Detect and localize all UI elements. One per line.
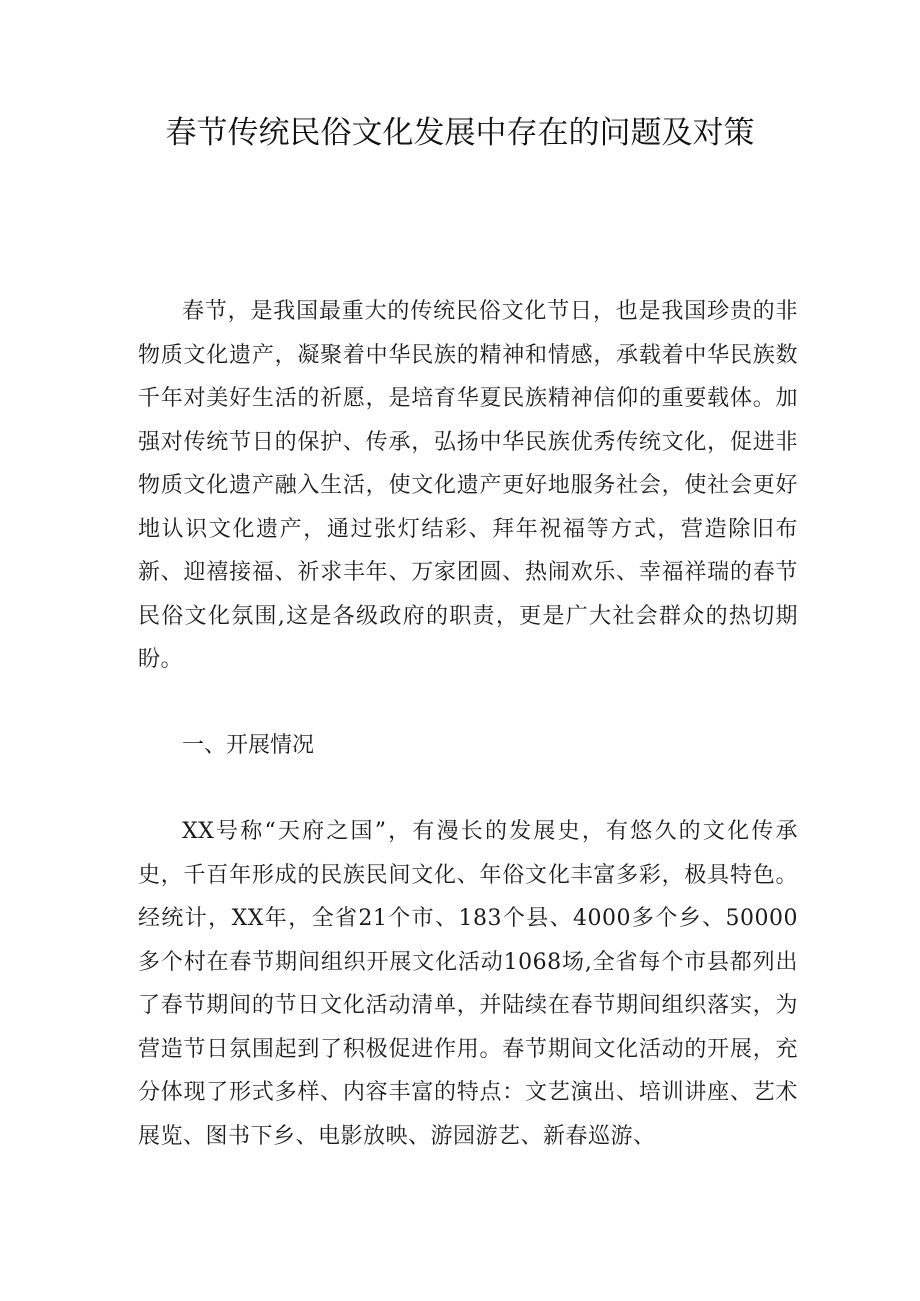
section-heading-overview: 一、开展情况	[182, 733, 315, 758]
intro-paragraph: 春节，是我国最重大的传统民俗文化节日，也是我国珍贵的非物质文化遗产，凝聚着中华民族的精神和情感，承载着中华民族数千年对美好生活的祈愿，是培育华夏民族精神信仰的重要载体。加强对传统节日的保护、传承，弘扬中华民族优秀传统文化，促进非物质文化遗产融入生活，使文化遗产更好地服务社会，使社会更好地认识文化遗产，通过张灯结彩、拜年祝福等方式，营造除旧布新、迎禧接福、祈求丰年、万家团圆、热闹欢乐、幸福祥瑞的春节民俗文化氛围,这是各级政府的职责，更是广大社会群众的热切期盼。	[138, 299, 798, 672]
overview-paragraph: XX号称“天府之国”，有漫长的发展史，有悠久的文化传承史，千百年形成的民族民间文化、年俗文化丰富多彩，极具特色。经统计，XX年，全省21个市、183个县、4000多个乡、50000多个村在春节期间组织开展文化活动1068场,全省每个市县都列出了春节期间的节日文化活动清单，并陆续在春节期间组织落实，为营造节日氛围起到了积极促进作用。春节期间文化活动的开展，充分体现了形式多样、内容丰富的特点：文艺演出、培训讲座、艺术展览、图书下乡、电影放映、游园游艺、新春巡游、	[138, 819, 798, 1149]
document-title: 春节传统民俗文化发展中存在的问题及对策	[165, 115, 755, 151]
